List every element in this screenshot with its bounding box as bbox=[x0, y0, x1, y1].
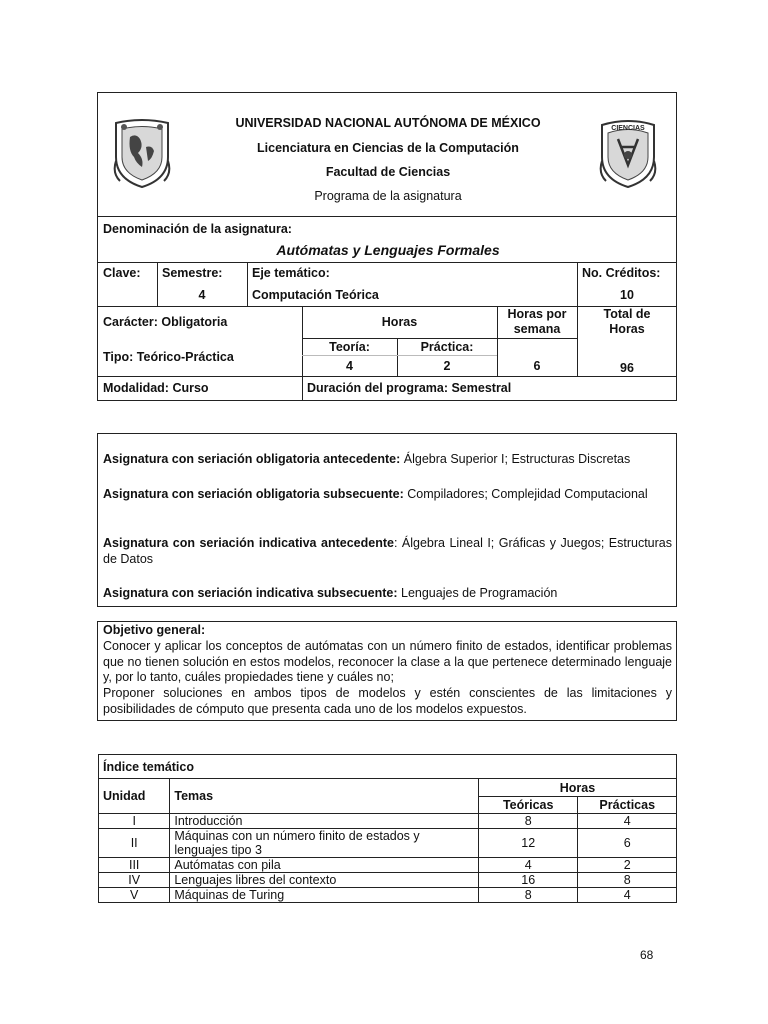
col-practicas: Prácticas bbox=[578, 797, 677, 814]
seriacion-obligatoria-antecedente: Asignatura con seriación obligatoria antecedente: Álgebra Superior I; Estructuras Discretas bbox=[103, 452, 631, 466]
practica-label: Práctica: bbox=[420, 340, 474, 354]
objetivo-p2: Proponer soluciones en ambos tipos de modelos y estén conscientes de las limitaciones y posibilidades de cómputo que presenta cada uno de los modelos expuestos. bbox=[103, 686, 672, 716]
total-horas-label-2: Horas bbox=[609, 322, 645, 336]
degree-title: Licenciatura en Ciencias de la Computación bbox=[257, 141, 519, 155]
teoria-label: Teoría: bbox=[329, 340, 370, 354]
row-tema: Lenguajes libres del contexto bbox=[170, 873, 479, 888]
course-name: Autómatas y Lenguajes Formales bbox=[276, 242, 500, 258]
seriacion-indicativa-subsecuente: Asignatura con seriación indicativa subsecuente: Lenguajes de Programación bbox=[103, 586, 558, 600]
horas-semana-label-2: semana bbox=[513, 322, 561, 336]
row-unidad: III bbox=[99, 858, 170, 873]
eje-label: Eje temático: bbox=[252, 266, 330, 280]
objetivo-p1: Conocer y aplicar los conceptos de autómatas con un número finito de estados, identificar problemas que no tienen solución en estos modelos, reconocer la clase a la que pertenece determinado lenguaje y, por lo tanto, cuáles propiedades tiene y cuáles no; bbox=[103, 639, 672, 684]
seriacion-indicativa-antecedente: Asignatura con seriación indicativa antecedente: Álgebra Lineal I; Gráficas y Juegos; Estructuras de Datos bbox=[103, 536, 672, 566]
table-row bbox=[99, 858, 677, 873]
row-unidad: II bbox=[99, 829, 170, 858]
creditos-value: 10 bbox=[620, 288, 634, 302]
objetivo-label: Objetivo general: bbox=[103, 623, 206, 637]
row-teoricas: 4 bbox=[478, 858, 578, 873]
total-horas-label-1: Total de bbox=[603, 307, 651, 321]
clave-label: Clave: bbox=[103, 266, 141, 280]
seriacion-obligatoria-subsecuente: Asignatura con seriación obligatoria subsecuente: Compiladores; Complejidad Computacional bbox=[103, 487, 648, 501]
row-unidad: V bbox=[99, 888, 170, 903]
row-tema: Máquinas de Turing bbox=[170, 888, 479, 903]
col-temas: Temas bbox=[170, 779, 479, 814]
table-row bbox=[99, 888, 677, 903]
caracter-text: Carácter: Obligatoria bbox=[103, 315, 228, 329]
row-teoricas: 12 bbox=[478, 829, 578, 858]
row-practicas: 6 bbox=[578, 829, 677, 858]
semestre-label: Semestre: bbox=[162, 266, 223, 280]
teoria-value: 4 bbox=[346, 359, 353, 373]
row-practicas: 4 bbox=[578, 814, 677, 829]
faculty-title: Facultad de Ciencias bbox=[325, 165, 451, 179]
indice-tematico-table bbox=[98, 754, 677, 903]
horas-semana-value: 6 bbox=[533, 359, 541, 373]
row-unidad: I bbox=[99, 814, 170, 829]
modalidad-text: Modalidad: Curso bbox=[103, 381, 209, 395]
row-tema: Máquinas con un número finito de estados y lenguajes tipo 3 bbox=[170, 829, 479, 858]
denominacion-label: Denominación de la asignatura: bbox=[103, 222, 292, 236]
row-teoricas: 16 bbox=[478, 873, 578, 888]
svg-text:CIENCIAS: CIENCIAS bbox=[611, 125, 645, 132]
ciencias-seal-icon bbox=[596, 117, 660, 189]
row-practicas: 2 bbox=[578, 858, 677, 873]
program-title: Programa de la asignatura bbox=[314, 189, 462, 203]
horas-label: Horas bbox=[381, 315, 418, 329]
unam-seal-icon bbox=[110, 117, 174, 189]
table-row bbox=[99, 829, 677, 858]
horas-semana-label-1: Horas por bbox=[507, 307, 567, 321]
creditos-label: No. Créditos: bbox=[582, 266, 661, 280]
total-horas-value: 96 bbox=[620, 361, 634, 375]
table-row bbox=[99, 873, 677, 888]
row-teoricas: 8 bbox=[478, 814, 578, 829]
page-number: 68 bbox=[640, 948, 654, 962]
col-unidad: Unidad bbox=[99, 779, 170, 814]
row-practicas: 4 bbox=[578, 888, 677, 903]
row-unidad: IV bbox=[99, 873, 170, 888]
col-teoricas: Teóricas bbox=[478, 797, 578, 814]
indice-title: Índice temático bbox=[99, 755, 677, 779]
row-teoricas: 8 bbox=[478, 888, 578, 903]
row-tema: Introducción bbox=[170, 814, 479, 829]
table-row bbox=[99, 814, 677, 829]
practica-value: 2 bbox=[443, 359, 451, 373]
university-title: UNIVERSIDAD NACIONAL AUTÓNOMA DE MÉXICO bbox=[235, 116, 541, 130]
duracion-text: Duración del programa: Semestral bbox=[307, 381, 512, 395]
eje-value: Computación Teórica bbox=[252, 288, 379, 302]
row-practicas: 8 bbox=[578, 873, 677, 888]
row-tema: Autómatas con pila bbox=[170, 858, 479, 873]
tipo-text: Tipo: Teórico-Práctica bbox=[103, 350, 234, 364]
semestre-value: 4 bbox=[198, 288, 206, 302]
col-horas: Horas bbox=[478, 779, 676, 797]
